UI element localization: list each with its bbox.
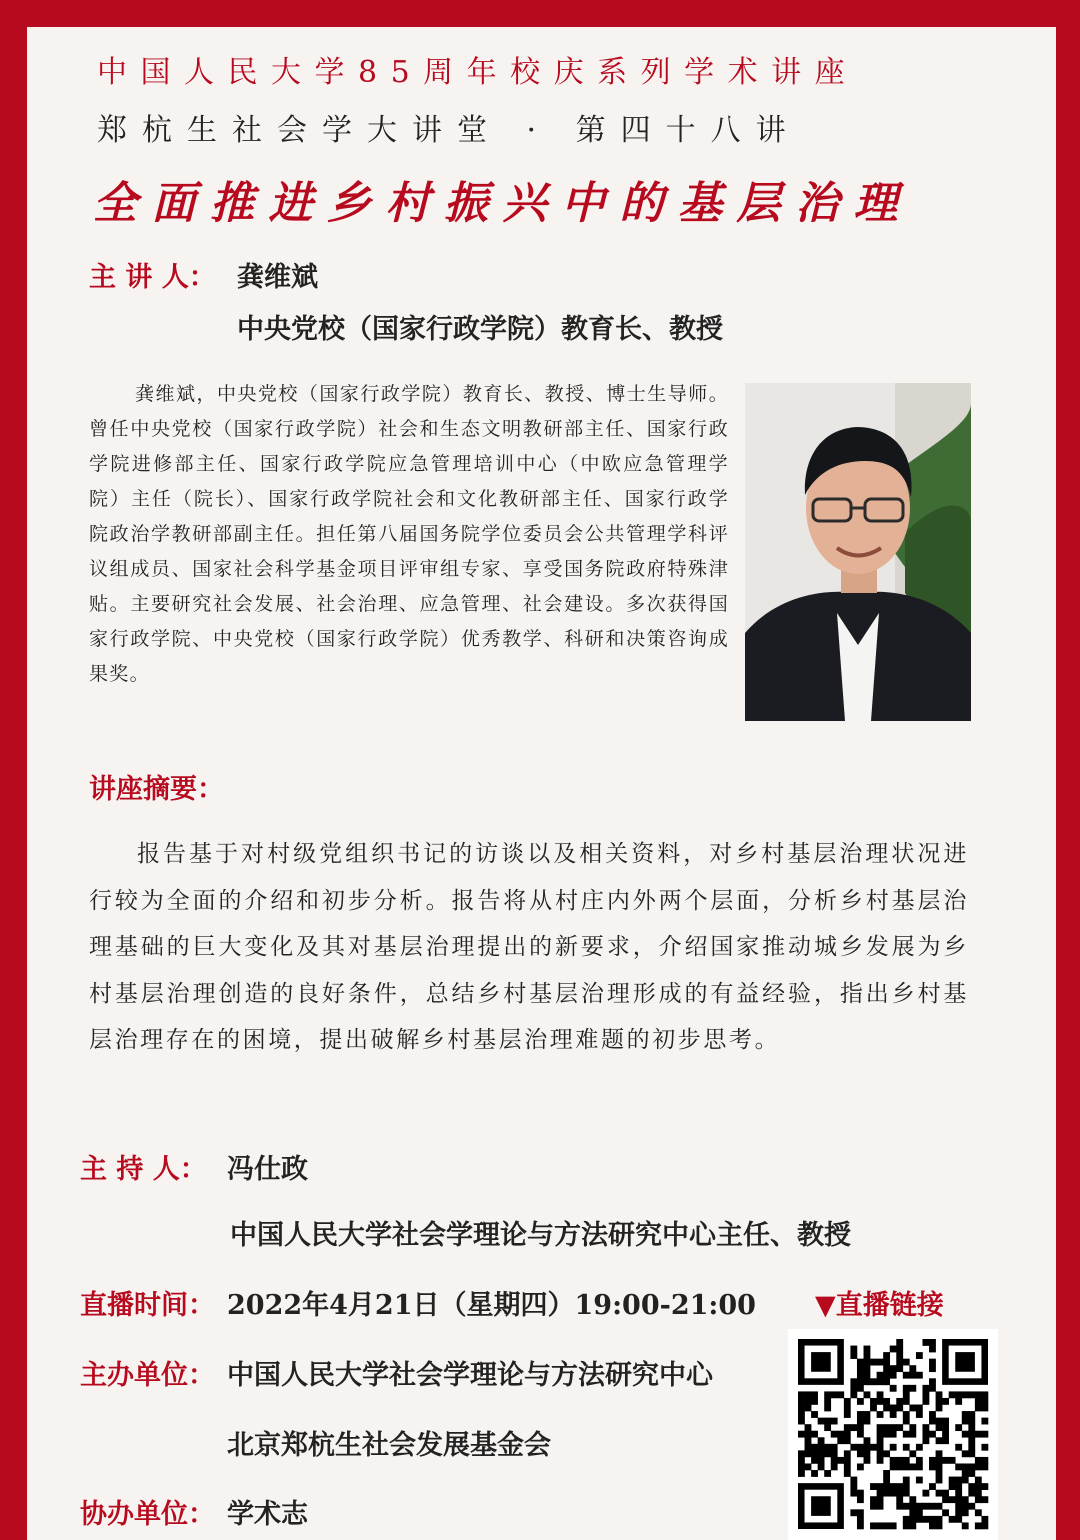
qr-code[interactable]	[788, 1329, 998, 1540]
lecture-line: 郑杭生社会学大讲堂 · 第四十八讲	[97, 113, 801, 148]
organizer-2: 北京郑杭生社会发展基金会	[227, 1430, 551, 1461]
host-name: 冯仕政	[227, 1154, 308, 1185]
lecture-title: 全面推进乡村振兴中的基层治理	[93, 178, 912, 229]
abstract-label: 讲座摘要：	[89, 774, 224, 805]
host-affiliation: 中国人民大学社会学理论与方法研究中心主任、教授	[230, 1220, 851, 1251]
series-line: 中国人民大学85周年校庆系列学术讲座	[97, 55, 859, 90]
host-label: 主 持 人：	[80, 1154, 207, 1185]
co-organizer: 学术志	[227, 1499, 308, 1530]
organizer-label: 主办单位：	[80, 1360, 215, 1391]
speaker-photo	[745, 383, 971, 721]
speaker-name: 龚维斌	[237, 262, 318, 293]
organizer-1: 中国人民大学社会学理论与方法研究中心	[227, 1360, 713, 1391]
speaker-label: 主 讲 人：	[89, 262, 216, 293]
broadcast-link[interactable]: ▼直播链接	[815, 1290, 944, 1321]
broadcast-label: 直播时间：	[80, 1290, 215, 1321]
poster-paper	[27, 27, 1056, 1540]
speaker-affiliation: 中央党校（国家行政学院）教育长、教授	[237, 314, 723, 345]
speaker-bio: 龚维斌，中央党校（国家行政学院）教育长、教授、博士生导师。曾任中央党校（国家行政学院）社会和生态文明教研部主任、国家行政学院进修部主任、国家行政学院应急管理培训中心（中欧应急管理学院）主任（院长）、国家行政学院社会和文化教研部主任、国家行政学院政治学教研部副主任。担任第八届国务院学位委员会公共管理学科评议组成员、国家社会科学基金项目评审组专家、享受国务院政府特殊津贴。主要研究社会发展、社会治理、应急管理、社会建设。多次获得国家行政学院、中央党校（国家行政学院）优秀教学、科研和决策咨询成果奖。	[89, 383, 729, 685]
broadcast-time: 2022年4月21日（星期四）19:00-21:00	[227, 1290, 756, 1321]
abstract-text: 报告基于对村级党组织书记的访谈以及相关资料，对乡村基层治理状况进行较为全面的介绍和初步分析。报告将从村庄内外两个层面，分析乡村基层治理基础的巨大变化及其对基层治理提出的新要求，介绍国家推动城乡发展为乡村基层治理创造的良好条件，总结乡村基层治理形成的有益经验，指出乡村基层治理存在的困境，提出破解乡村基层治理难题的初步思考。	[89, 841, 969, 1053]
co-organizer-label: 协办单位：	[80, 1499, 215, 1530]
